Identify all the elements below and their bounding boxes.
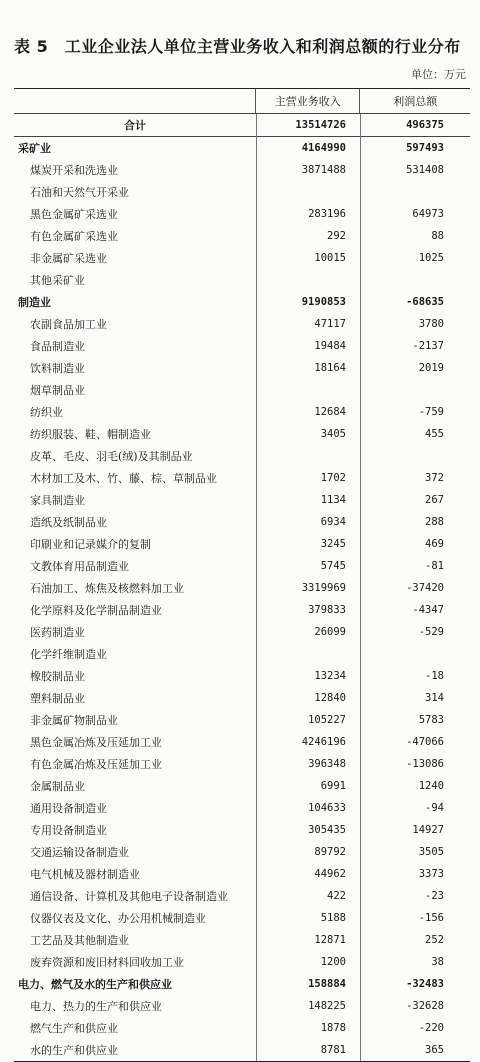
industry-name: 煤炭开采和洗选业 xyxy=(30,164,118,177)
profit-value: -156 xyxy=(418,912,444,924)
profit-value: 38 xyxy=(431,956,444,968)
profit-value: 3780 xyxy=(418,318,444,330)
industry-name: 化学纤维制造业 xyxy=(30,648,107,661)
table-row xyxy=(14,599,470,621)
industry-name: 工艺品及其他制造业 xyxy=(30,934,129,947)
profit-value: 14927 xyxy=(412,824,444,836)
revenue-value: 3245 xyxy=(320,538,346,550)
industry-name: 水的生产和供应业 xyxy=(30,1044,118,1057)
industry-name: 化学原料及化学制品制造业 xyxy=(30,604,162,617)
profit-value: 314 xyxy=(425,692,444,704)
profit-value: 3373 xyxy=(418,868,444,880)
industry-name: 黑色金属冶炼及压延加工业 xyxy=(30,736,162,749)
table-row xyxy=(14,114,470,137)
revenue-value: 292 xyxy=(327,230,346,242)
profit-value: -32628 xyxy=(406,1000,444,1012)
industry-name: 皮革、毛皮、羽毛(绒)及其制品业 xyxy=(30,450,193,463)
revenue-value: 148225 xyxy=(308,1000,346,1012)
table-row xyxy=(14,467,470,489)
profit-value: 597493 xyxy=(406,142,444,154)
industry-name: 合计 xyxy=(124,119,146,132)
revenue-value: 9190853 xyxy=(301,296,346,308)
industry-name: 废弃资源和废旧材料回收加工业 xyxy=(30,956,184,969)
table-row xyxy=(14,731,470,753)
revenue-value: 6991 xyxy=(320,780,346,792)
industry-name: 食品制造业 xyxy=(30,340,85,353)
table-row xyxy=(14,797,470,819)
revenue-value: 305435 xyxy=(308,824,346,836)
table-row xyxy=(14,511,470,533)
revenue-value: 47117 xyxy=(314,318,346,330)
revenue-value: 379833 xyxy=(308,604,346,616)
industry-name: 饮料制造业 xyxy=(30,362,85,375)
revenue-value: 4246196 xyxy=(301,736,346,748)
revenue-value: 104633 xyxy=(308,802,346,814)
table-row xyxy=(14,885,470,907)
table-row xyxy=(14,819,470,841)
header-industry xyxy=(14,89,255,113)
profit-value: 455 xyxy=(425,428,444,440)
table-row xyxy=(14,401,470,423)
revenue-value: 13234 xyxy=(314,670,346,682)
revenue-value: 3319969 xyxy=(301,582,346,594)
profit-value: -68635 xyxy=(406,296,444,308)
revenue-value: 12684 xyxy=(314,406,346,418)
table-row xyxy=(14,269,470,291)
profit-value: 1240 xyxy=(418,780,444,792)
profit-value: 2019 xyxy=(418,362,444,374)
profit-value: 496375 xyxy=(406,119,444,131)
table-row xyxy=(14,313,470,335)
table-row xyxy=(14,379,470,401)
table-row xyxy=(14,863,470,885)
profit-value: 288 xyxy=(425,516,444,528)
table-row xyxy=(14,555,470,577)
profit-value: -94 xyxy=(425,802,444,814)
industry-name: 农副食品加工业 xyxy=(30,318,107,331)
table-row xyxy=(14,643,470,665)
revenue-value: 89792 xyxy=(314,846,346,858)
table-row xyxy=(14,357,470,379)
industry-name: 烟草制品业 xyxy=(30,384,85,397)
table-header xyxy=(14,88,470,114)
revenue-value: 1702 xyxy=(320,472,346,484)
industry-name: 通用设备制造业 xyxy=(30,802,107,815)
table-row xyxy=(14,687,470,709)
industry-name: 石油加工、炼焦及核燃料加工业 xyxy=(30,582,184,595)
industry-table xyxy=(14,88,470,1062)
revenue-value: 1878 xyxy=(320,1022,346,1034)
table-row xyxy=(14,995,470,1017)
industry-name: 非金属矿物制品业 xyxy=(30,714,118,727)
table-row xyxy=(14,291,470,313)
industry-name: 有色金属矿采选业 xyxy=(30,230,118,243)
industry-name: 黑色金属矿采选业 xyxy=(30,208,118,221)
table-row xyxy=(14,577,470,599)
table-row xyxy=(14,181,470,203)
table-row xyxy=(14,489,470,511)
revenue-value: 18164 xyxy=(314,362,346,374)
profit-value: 531408 xyxy=(406,164,444,176)
table-row xyxy=(14,973,470,995)
revenue-value: 5745 xyxy=(320,560,346,572)
profit-value: -37420 xyxy=(406,582,444,594)
industry-name: 有色金属冶炼及压延加工业 xyxy=(30,758,162,771)
revenue-value: 4164990 xyxy=(301,142,346,154)
industry-name: 纺织服装、鞋、帽制造业 xyxy=(30,428,151,441)
profit-value: 365 xyxy=(425,1044,444,1056)
revenue-value: 105227 xyxy=(308,714,346,726)
industry-name: 制造业 xyxy=(18,296,51,309)
table-row xyxy=(14,533,470,555)
table-row xyxy=(14,621,470,643)
table-row xyxy=(14,137,470,159)
industry-name: 采矿业 xyxy=(18,142,51,155)
revenue-value: 19484 xyxy=(314,340,346,352)
profit-value: -13086 xyxy=(406,758,444,770)
table-row xyxy=(14,247,470,269)
table-row xyxy=(14,951,470,973)
revenue-value: 26099 xyxy=(314,626,346,638)
industry-name: 仪器仪表及文化、办公用机械制造业 xyxy=(30,912,206,925)
unit-label: 单位：万元 xyxy=(411,68,466,81)
revenue-value: 3871488 xyxy=(301,164,346,176)
industry-name: 交通运输设备制造业 xyxy=(30,846,129,859)
industry-name: 其他采矿业 xyxy=(30,274,85,287)
profit-value: -47066 xyxy=(406,736,444,748)
revenue-value: 283196 xyxy=(308,208,346,220)
profit-value: -2137 xyxy=(412,340,444,352)
table-row xyxy=(14,1017,470,1039)
industry-name: 专用设备制造业 xyxy=(30,824,107,837)
table-row xyxy=(14,775,470,797)
profit-value: -759 xyxy=(418,406,444,418)
industry-name: 纺织业 xyxy=(30,406,63,419)
table-row xyxy=(14,203,470,225)
profit-value: 252 xyxy=(425,934,444,946)
industry-name: 印刷业和记录媒介的复制 xyxy=(30,538,151,551)
revenue-value: 1134 xyxy=(320,494,346,506)
table-row xyxy=(14,753,470,775)
industry-name: 塑料制品业 xyxy=(30,692,85,705)
industry-name: 橡胶制品业 xyxy=(30,670,85,683)
revenue-value: 158884 xyxy=(308,978,346,990)
revenue-value: 6934 xyxy=(320,516,346,528)
industry-name: 电力、燃气及水的生产和供应业 xyxy=(18,978,172,991)
table-row xyxy=(14,907,470,929)
table-row xyxy=(14,423,470,445)
table-row xyxy=(14,445,470,467)
profit-value: 5783 xyxy=(418,714,444,726)
profit-value: -4347 xyxy=(412,604,444,616)
revenue-value: 396348 xyxy=(308,758,346,770)
revenue-value: 422 xyxy=(327,890,346,902)
revenue-value: 12840 xyxy=(314,692,346,704)
industry-name: 燃气生产和供应业 xyxy=(30,1022,118,1035)
industry-name: 通信设备、计算机及其他电子设备制造业 xyxy=(30,890,228,903)
revenue-value: 13514726 xyxy=(295,119,346,131)
table-row xyxy=(14,1039,470,1061)
industry-name: 造纸及纸制品业 xyxy=(30,516,107,529)
industry-name: 木材加工及木、竹、藤、棕、草制品业 xyxy=(30,472,217,485)
industry-name: 非金属矿采选业 xyxy=(30,252,107,265)
header-revenue: 主营业务收入 xyxy=(255,89,360,113)
profit-value: 3505 xyxy=(418,846,444,858)
profit-value: -23 xyxy=(425,890,444,902)
revenue-value: 10015 xyxy=(314,252,346,264)
industry-name: 电气机械及器材制造业 xyxy=(30,868,140,881)
table-row xyxy=(14,159,470,181)
header-profit: 利润总额 xyxy=(359,89,470,113)
industry-name: 医药制造业 xyxy=(30,626,85,639)
profit-value: 1025 xyxy=(418,252,444,264)
profit-value: 469 xyxy=(425,538,444,550)
industry-name: 石油和天然气开采业 xyxy=(30,186,129,199)
profit-value: 267 xyxy=(425,494,444,506)
profit-value: -32483 xyxy=(406,978,444,990)
revenue-value: 8781 xyxy=(320,1044,346,1056)
profit-value: 64973 xyxy=(412,208,444,220)
table-row xyxy=(14,665,470,687)
profit-value: -18 xyxy=(425,670,444,682)
table-row xyxy=(14,929,470,951)
table-body xyxy=(14,114,470,1062)
profit-value: -529 xyxy=(418,626,444,638)
industry-name: 文教体育用品制造业 xyxy=(30,560,129,573)
profit-value: -81 xyxy=(425,560,444,572)
industry-name: 电力、热力的生产和供应业 xyxy=(30,1000,162,1013)
profit-value: 372 xyxy=(425,472,444,484)
industry-name: 家具制造业 xyxy=(30,494,85,507)
table-row xyxy=(14,841,470,863)
revenue-value: 5188 xyxy=(320,912,346,924)
profit-value: -220 xyxy=(418,1022,444,1034)
revenue-value: 12871 xyxy=(314,934,346,946)
revenue-value: 44962 xyxy=(314,868,346,880)
table-row xyxy=(14,225,470,247)
revenue-value: 1200 xyxy=(320,956,346,968)
table-row xyxy=(14,709,470,731)
table-row xyxy=(14,335,470,357)
table-title: 表 5 工业企业法人单位主营业务收入和利润总额的行业分布 xyxy=(14,37,461,56)
revenue-value: 3405 xyxy=(320,428,346,440)
industry-name: 金属制品业 xyxy=(30,780,85,793)
profit-value: 88 xyxy=(431,230,444,242)
